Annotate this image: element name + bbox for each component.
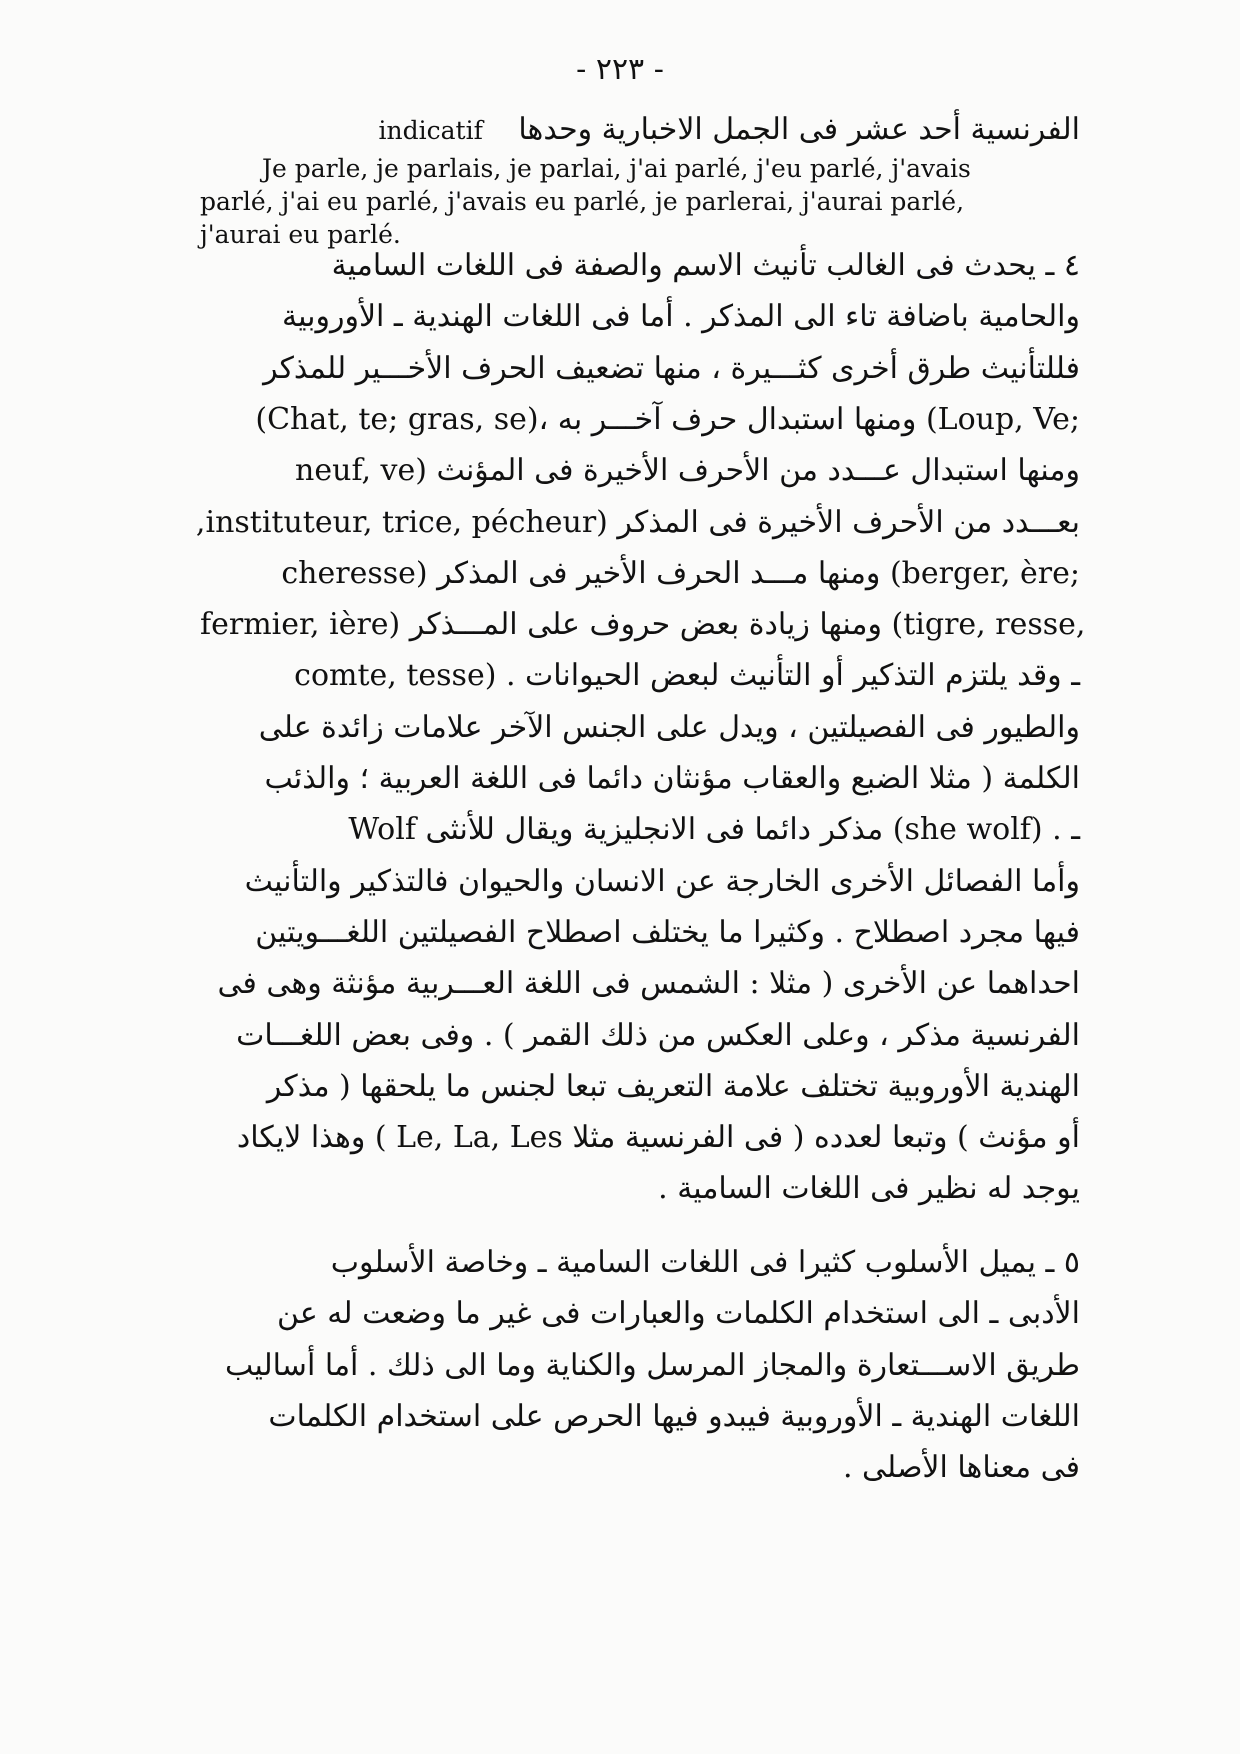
section4-line: (Chat, te; gras, se)، ومنها استبدال حرف آخـــر به (Loup, Ve; [255,401,1080,437]
section5-line: اللغات الهندية ـ الأوروبية فيبدو فيها الحرص على استخدام الكلمات [268,1398,1080,1434]
section4-line: Wolf مذكر دائما فى الانجليزية ويقال للأنثى (she wolf) . ـ [348,812,1080,848]
section4-line: فللتأنيث طرق أخرى كثـــيرة ، منها تضعيف الحرف الأخـــير للمذكر [263,350,1080,386]
intro-term: indicatif [378,116,483,145]
section4-line: fermier, ière) ومنها زيادة بعض حروف على المـــذكر (tigre, resse, [200,607,1086,643]
section4-line: والطيور فى الفصيلتين ، ويدل على الجنس الآخر علامات زائدة على [258,709,1080,745]
section5-line: طريق الاســـتعارة والمجاز المرسل والكناية وما الى ذلك . أما أساليب [225,1347,1080,1383]
section5-line: ٥ ـ يميل الأسلوب كثيرا فى اللغات السامية ـ وخاصة الأسلوب [330,1245,1080,1280]
section4-line: cheresse) ومنها مـــد الحرف الأخير فى المذكر (berger, ère; [281,555,1080,591]
section4-line: الفرنسية مذكر ، وعلى العكس من ذلك القمر ) . وفى بعض اللغـــات [236,1017,1080,1053]
section4-line: والحامية باضافة تاء الى المذكر . أما فى اللغات الهندية ـ الأوروبية [282,299,1080,335]
section4-line: ٤ ـ يحدث فى الغالب تأنيث الاسم والصفة فى اللغات السامية [331,248,1080,283]
section4-line: احداهما عن الأخرى ( مثلا : الشمس فى اللغة العـــربية مؤنثة وهى فى [217,966,1080,1002]
section4-line: أو مؤنث ) وتبعا لعدده ( فى الفرنسية مثلا Le, La, Les ) وهذا لايكاد [236,1120,1080,1156]
french-conjugation-line-2: parlé, j'ai eu parlé, j'avais eu parlé, je parlerai, j'aurai parlé, [200,187,965,216]
section4-line: comte, tesse) . ـ وقد يلتزم التذكير أو التأنيث لبعض الحيوانات [294,658,1080,694]
section4-line: يوجد له نظير فى اللغات السامية . [658,1171,1080,1207]
section4-line: الكلمة ( مثلا الضبع والعقاب مؤنثان دائما فى اللغة العربية ؛ والذئب [264,761,1080,796]
intro-arabic-line [270,112,1080,147]
section5-line: الأدبى ـ الى استخدام الكلمات والعبارات فى غير ما وضعت له عن [277,1296,1080,1332]
section4-line: وأما الفصائل الأخرى الخارجة عن الانسان والحيوان فالتذكير والتأنيث [244,863,1080,899]
section4-line: الهندية الأوروبية تختلف علامة التعريف تبعا لجنس ما يلحقها ( مذكر [266,1068,1080,1104]
section4-line: neuf, ve) ومنها استبدال عـــدد من الأحرف الأخيرة فى المؤنث [295,453,1080,489]
french-conjugation-line-3: j'aurai eu parlé. [200,220,401,249]
section4-line: بعـــدد من الأحرف الأخيرة فى المذكر (instituteur, trice, pécheur, [195,504,1080,540]
section4-line: فيها مجرد اصطلاح . وكثيرا ما يختلف اصطلاح الفصيلتين اللغـــويتين [255,914,1080,950]
intro-arabic-text: الفرنسية أحد عشر فى الجمل الاخبارية وحدها [518,112,1080,147]
section5-line: فى معناها الأصلى . [842,1450,1080,1486]
french-conjugation-line-1: Je parle, je parlais, je parlai, j'ai parlé, j'eu parlé, j'avais [262,154,971,183]
page-number: - ٢٢٣ - [576,52,664,87]
